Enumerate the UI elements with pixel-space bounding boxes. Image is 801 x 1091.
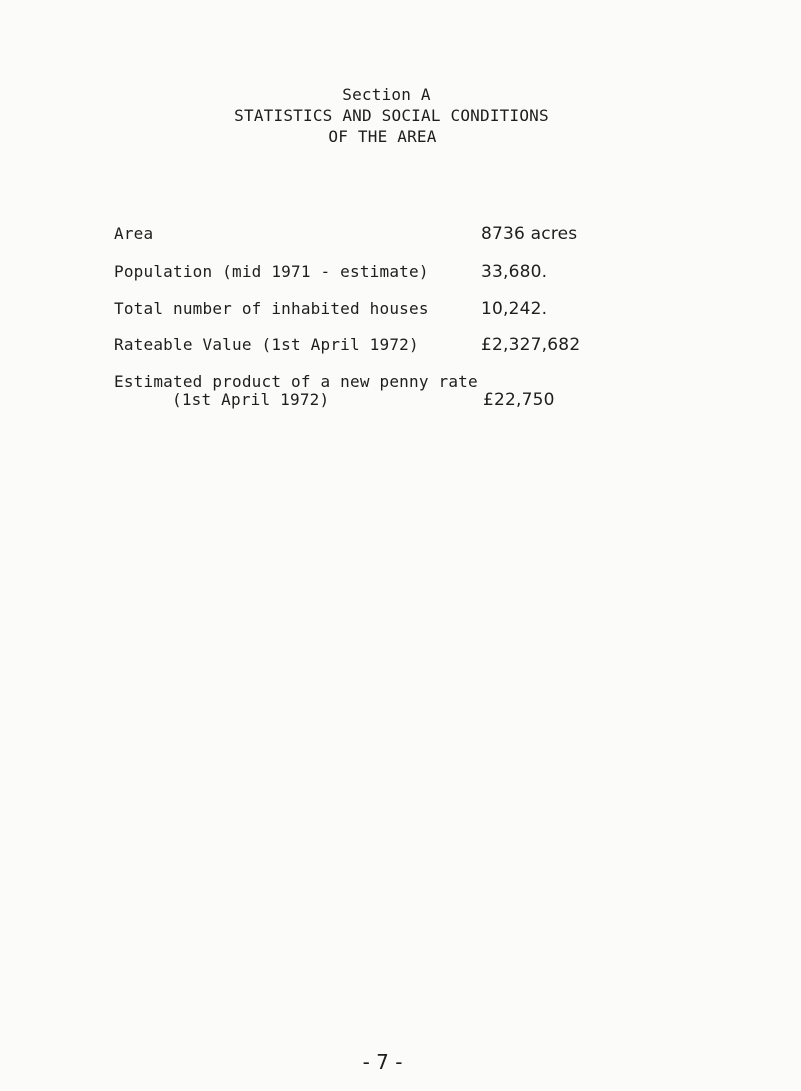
page-number: - 7 -	[362, 1050, 403, 1074]
page-title: STATISTICS AND SOCIAL CONDITIONS	[234, 106, 549, 125]
stat-value: 8736 acres	[481, 224, 578, 244]
stat-label: Population (mid 1971 - estimate)	[114, 262, 429, 281]
stat-value: £22,750	[483, 390, 555, 410]
stat-label-line2: (1st April 1972)	[172, 390, 330, 409]
page-subtitle: OF THE AREA	[328, 127, 437, 146]
stat-value: 10,242.	[481, 299, 548, 319]
stat-label: Total number of inhabited houses	[114, 299, 429, 318]
stat-value: £2,327,682	[481, 335, 581, 355]
stat-label: Rateable Value (1st April 1972)	[114, 335, 419, 354]
section-label: Section A	[342, 85, 431, 104]
stat-label: Area	[114, 224, 154, 243]
stat-value: 33,680.	[481, 262, 548, 282]
stat-label: Estimated product of a new penny rate	[114, 372, 478, 391]
section-header	[0, 84, 801, 147]
